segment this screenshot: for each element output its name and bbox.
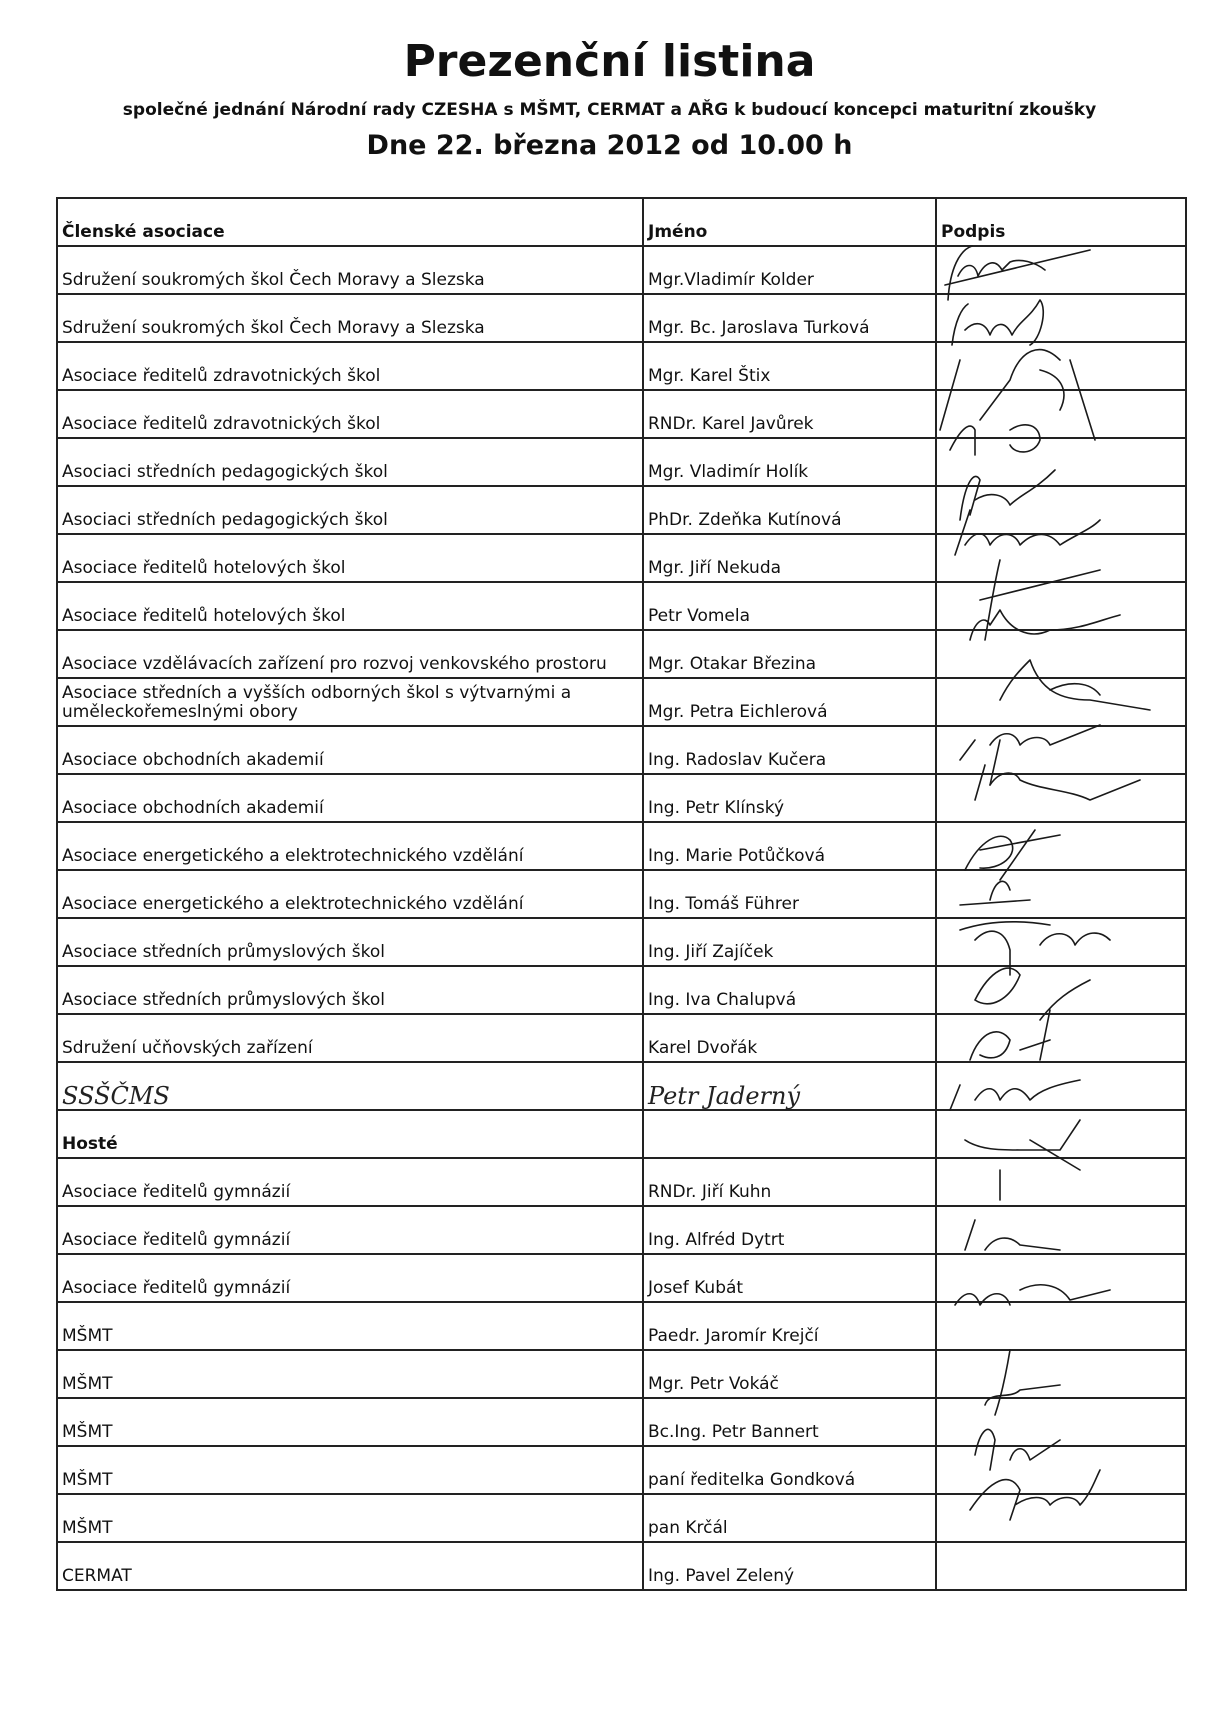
name-cell: Mgr.Vladimír Kolder [643,246,936,294]
table-row [57,1158,1186,1206]
table-row [57,966,1186,1014]
name-cell: Paedr. Jaromír Krejčí [643,1302,936,1350]
name-cell: Mgr. Jiří Nekuda [643,534,936,582]
association-cell: MŠMT [57,1494,643,1542]
table-row [57,1446,1186,1494]
name-cell: Bc.Ing. Petr Bannert [643,1398,936,1446]
table-row [57,390,1186,438]
table-row [57,1014,1186,1062]
table-row [57,726,1186,774]
table-row [57,342,1186,390]
signature-cell [936,1158,1186,1206]
association-cell: Sdružení soukromých škol Čech Moravy a Slezska [57,246,643,294]
association-cell: MŠMT [57,1446,643,1494]
signature-cell [936,1254,1186,1302]
association-cell: CERMAT [57,1542,643,1590]
signature-cell [936,294,1186,342]
association-cell: Asociace středních a vyšších odborných škol s výtvarnými a uměleckořemeslnými obory [57,678,643,726]
table-row [57,1494,1186,1542]
column-header-name: Jméno [643,198,936,246]
signature-cell [936,1446,1186,1494]
name-cell: Mgr. Petr Vokáč [643,1350,936,1398]
association-cell: Asociace ředitelů gymnázií [57,1158,643,1206]
name-cell: Mgr. Otakar Březina [643,630,936,678]
signature-cell [936,534,1186,582]
association-cell: Asociace energetického a elektrotechnického vzdělání [57,870,643,918]
table-header-row [57,198,1186,246]
signature-cell [936,678,1186,726]
table-row [57,870,1186,918]
name-cell: Ing. Tomáš Führer [643,870,936,918]
name-cell: Mgr. Bc. Jaroslava Turková [643,294,936,342]
name-cell-handwritten: Petr Jaderný [643,1062,936,1110]
table-row [57,1350,1186,1398]
signature-cell [936,438,1186,486]
name-cell: Ing. Petr Klínský [643,774,936,822]
signature-cell [936,726,1186,774]
signature-cell [936,486,1186,534]
meeting-date: Dne 22. března 2012 od 10.00 h [366,130,853,161]
association-cell: MŠMT [57,1350,643,1398]
name-cell: PhDr. Zdeňka Kutínová [643,486,936,534]
signature-cell [936,342,1186,390]
name-cell: RNDr. Jiří Kuhn [643,1158,936,1206]
signature-cell [936,1542,1186,1590]
signature-cell [936,390,1186,438]
signature-cell [936,1014,1186,1062]
signature-cell [936,1302,1186,1350]
table-row [57,438,1186,486]
association-cell: Asociace ředitelů gymnázií [57,1206,643,1254]
table-row [57,1302,1186,1350]
association-cell: Asociace ředitelů zdravotnických škol [57,390,643,438]
signature-cell [936,822,1186,870]
name-cell: Petr Vomela [643,582,936,630]
table-row [57,1206,1186,1254]
attendance-table [56,197,1187,1591]
table-row [57,918,1186,966]
name-cell: Mgr. Vladimír Holík [643,438,936,486]
signature-cell [936,1494,1186,1542]
name-cell: Ing. Alfréd Dytrt [643,1206,936,1254]
signature-cell [936,774,1186,822]
association-cell: Asociace středních průmyslových škol [57,966,643,1014]
column-header-signature: Podpis [936,198,1186,246]
association-cell: MŠMT [57,1302,643,1350]
table-row [57,486,1186,534]
association-cell: Asociace ředitelů hotelových škol [57,582,643,630]
signature-cell [936,1110,1186,1158]
table-row [57,246,1186,294]
association-cell: Asociace vzdělávacích zařízení pro rozvoj venkovského prostoru [57,630,643,678]
signature-cell [936,870,1186,918]
name-cell: Ing. Marie Potůčková [643,822,936,870]
table-row [57,582,1186,630]
table-row [57,822,1186,870]
name-cell: RNDr. Karel Javůrek [643,390,936,438]
association-cell: Asociace obchodních akademií [57,726,643,774]
column-header-association: Členské asociace [57,198,643,246]
table-row [57,534,1186,582]
signature-cell [936,246,1186,294]
table-row [57,1254,1186,1302]
name-cell: Josef Kubát [643,1254,936,1302]
signature-cell [936,966,1186,1014]
name-cell: Mgr. Karel Štix [643,342,936,390]
table-row-handwritten [57,1062,1186,1110]
association-cell-handwritten: SSŠČMS [57,1062,643,1110]
name-cell: Ing. Pavel Zelený [643,1542,936,1590]
name-cell: Ing. Iva Chalupvá [643,966,936,1014]
table-row [57,1398,1186,1446]
guests-section-row [57,1110,1186,1158]
meeting-subtitle: společné jednání Národní rady CZESHA s MŠMT, CERMAT a AŘG k budoucí koncepci maturitní zkoušky [122,100,1097,120]
name-cell: Ing. Jiří Zajíček [643,918,936,966]
association-cell: Asociace ředitelů gymnázií [57,1254,643,1302]
association-cell: Asociaci středních pedagogických škol [57,438,643,486]
name-cell: paní ředitelka Gondková [643,1446,936,1494]
name-cell: Karel Dvořák [643,1014,936,1062]
signature-cell [936,630,1186,678]
table-row [57,1542,1186,1590]
association-cell: MŠMT [57,1398,643,1446]
table-row [57,678,1186,726]
name-cell: pan Krčál [643,1494,936,1542]
guests-section-label: Hosté [57,1110,643,1158]
signature-cell [936,1206,1186,1254]
association-cell: Asociace obchodních akademií [57,774,643,822]
table-row [57,774,1186,822]
name-cell: Mgr. Petra Eichlerová [643,678,936,726]
signature-cell [936,1398,1186,1446]
association-cell: Sdružení soukromých škol Čech Moravy a Slezska [57,294,643,342]
association-cell: Asociace středních průmyslových škol [57,918,643,966]
association-cell: Asociace ředitelů hotelových škol [57,534,643,582]
page-title: Prezenční listina [403,36,816,87]
signature-cell [936,1062,1186,1110]
table-row [57,630,1186,678]
signature-cell [936,918,1186,966]
table-row [57,294,1186,342]
association-cell: Sdružení učňovských zařízení [57,1014,643,1062]
association-cell: Asociaci středních pedagogických škol [57,486,643,534]
name-cell: Ing. Radoslav Kučera [643,726,936,774]
signature-cell [936,1350,1186,1398]
name-cell [643,1110,936,1158]
association-cell: Asociace ředitelů zdravotnických škol [57,342,643,390]
signature-cell [936,582,1186,630]
association-cell: Asociace energetického a elektrotechnického vzdělání [57,822,643,870]
